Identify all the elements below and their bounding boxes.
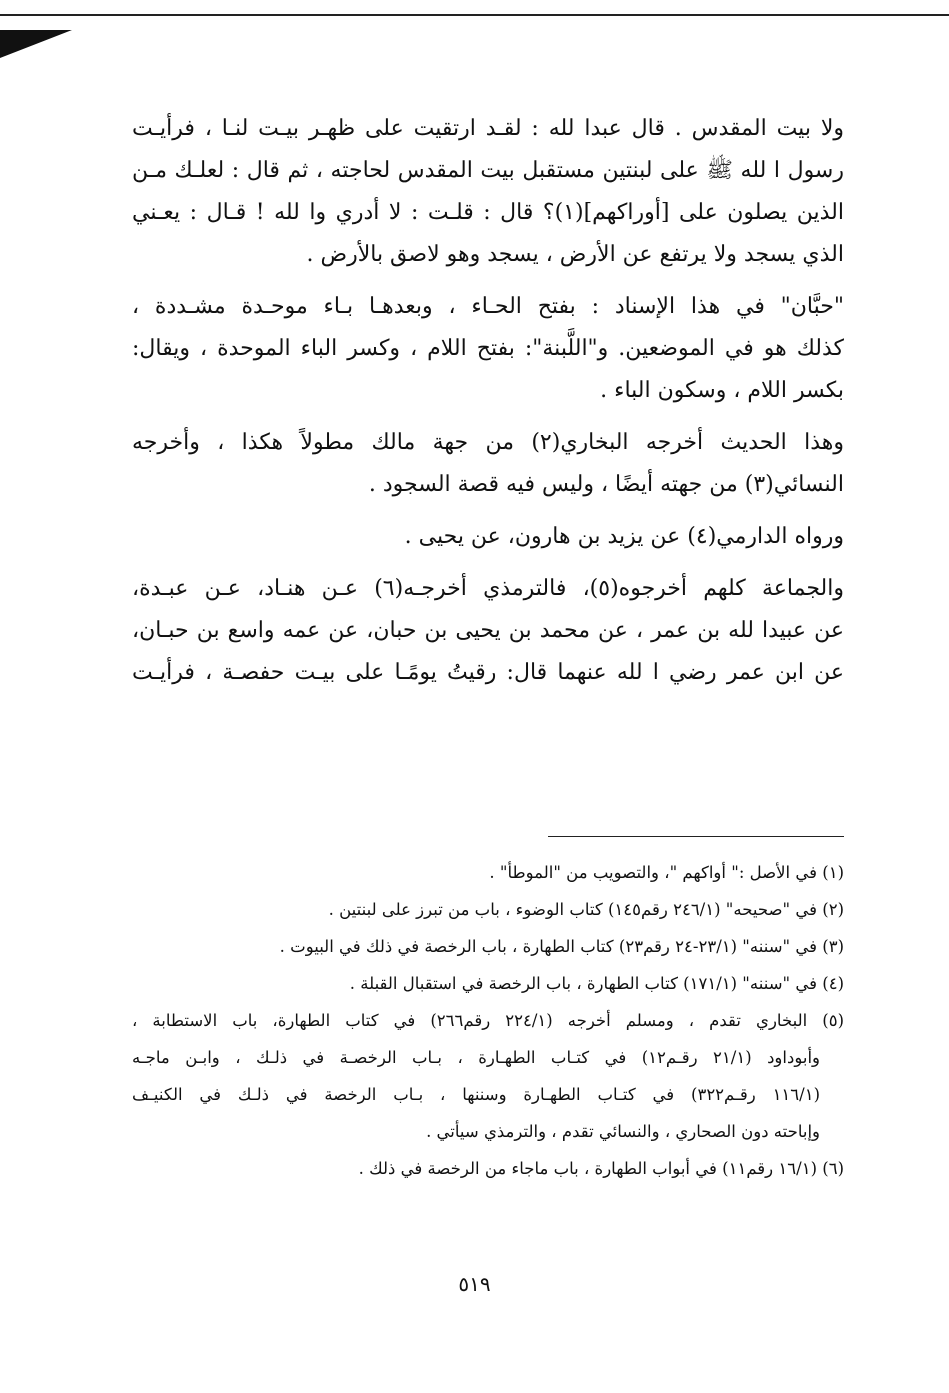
body-line: ولا بيت المقدس . قال عبدا لله : لقـد ارتقيت على ظهـر بيـت لنـا ، فرأيـت xyxy=(132,116,844,141)
footnotes xyxy=(132,854,844,1187)
body-line: عن ابن عمر رضي ا لله عنهما قال: رقيتُ يومًـا على بيـت حفصـة ، فرأيـت xyxy=(132,660,844,685)
footnote-continuation: وأبوداود (٢١/١ رقـم١٢) في كتـاب الطهـارة ، بـاب الرخصـة في ذلـك ، وابـن ماجـه xyxy=(132,1048,820,1067)
body-line: ورواه الدارمي(٤) عن يزيد بن هارون، عن يحيى . xyxy=(404,524,844,549)
footnote: (٣) في "سننه" (٢٣/١-٢٤ رقم٢٣) كتاب الطهارة ، باب الرخصة في ذلك في البيوت . xyxy=(279,937,844,956)
body-line: كذلك هو في الموضعين. و"اللَّبنة": بفتح اللام ، وكسر الباء الموحدة ، ويقال: xyxy=(132,336,844,361)
main-text xyxy=(132,108,844,694)
footnote-continuation: (١١٦/١ رقـم٣٢٢) في كتـاب الطهـارة وسننها ، بـاب الرخصة في ذلـك في الكنيـف xyxy=(132,1085,821,1104)
body-line: وهذا الحديث أخرجه البخاري(٢) من جهة مالك مطولاً هكذا ، وأخرجه xyxy=(132,430,844,455)
footnote: (٥) البخاري تقدم ، ومسلم أخرجه (٢٢٤/١ رقم٢٦٦) في كتاب الطهارة، باب الاستطابة ، xyxy=(132,1011,844,1030)
page-number: ٥١٩ xyxy=(458,1272,491,1296)
body-line: "حبَّان" في هذا الإسناد : بفتح الحـاء ، وبعدهـا بـاء موحـدة مشـددة ، xyxy=(132,294,844,319)
body-line: والجماعة كلهم أخرجوه(٥)، فالترمذي أخرجـه(٦) عـن هنـاد، عـن عبـدة، xyxy=(132,576,844,601)
body-line: رسول ا لله ﷺ على لبنتين مستقبل بيت المقدس لحاجته ، ثم قال : لعلـك مـن xyxy=(132,158,844,183)
footnote-rule xyxy=(548,836,844,837)
corner-mark-icon xyxy=(0,30,72,58)
body-line: بكسر اللام ، وسكون الباء . xyxy=(600,378,844,403)
body-line: النسائي(٣) من جهته أيضًا ، وليس فيه قصة السجود . xyxy=(368,472,844,497)
body-line: عن عبيدا لله بن عمر ، عن محمد بن يحيى بن حبان، عن عمه واسع بن حبـان، xyxy=(132,618,844,643)
footnote: (١) في الأصل :" أواكهم "، والتصويب من "الموطأ" . xyxy=(489,863,844,882)
body-line: الذي يسجد ولا يرتفع عن الأرض ، يسجد وهو لاصق بالأرض . xyxy=(306,242,844,267)
header-rule xyxy=(0,14,949,16)
footnote: (٤) في "سننه" (١٧١/١) كتاب الطهارة ، باب الرخصة في استقبال القبلة . xyxy=(349,974,844,993)
body-line: الذين يصلون على [أوراكهم](١)؟ قال : قلـت : لا أدري وا لله ! قـال : يعـني xyxy=(132,200,844,225)
footnote: (٦) (١٦/١ رقم١١) في أبواب الطهارة ، باب ماجاء من الرخصة في ذلك . xyxy=(358,1159,844,1178)
footnote: (٢) في "صحيحه" (٢٤٦/١ رقم١٤٥) كتاب الوضوء ، باب من تبرز على لبنتين . xyxy=(328,900,844,919)
footnote-continuation: وإباحته دون الصحاري ، والنسائي تقدم ، والترمذي سيأتي . xyxy=(426,1122,820,1141)
